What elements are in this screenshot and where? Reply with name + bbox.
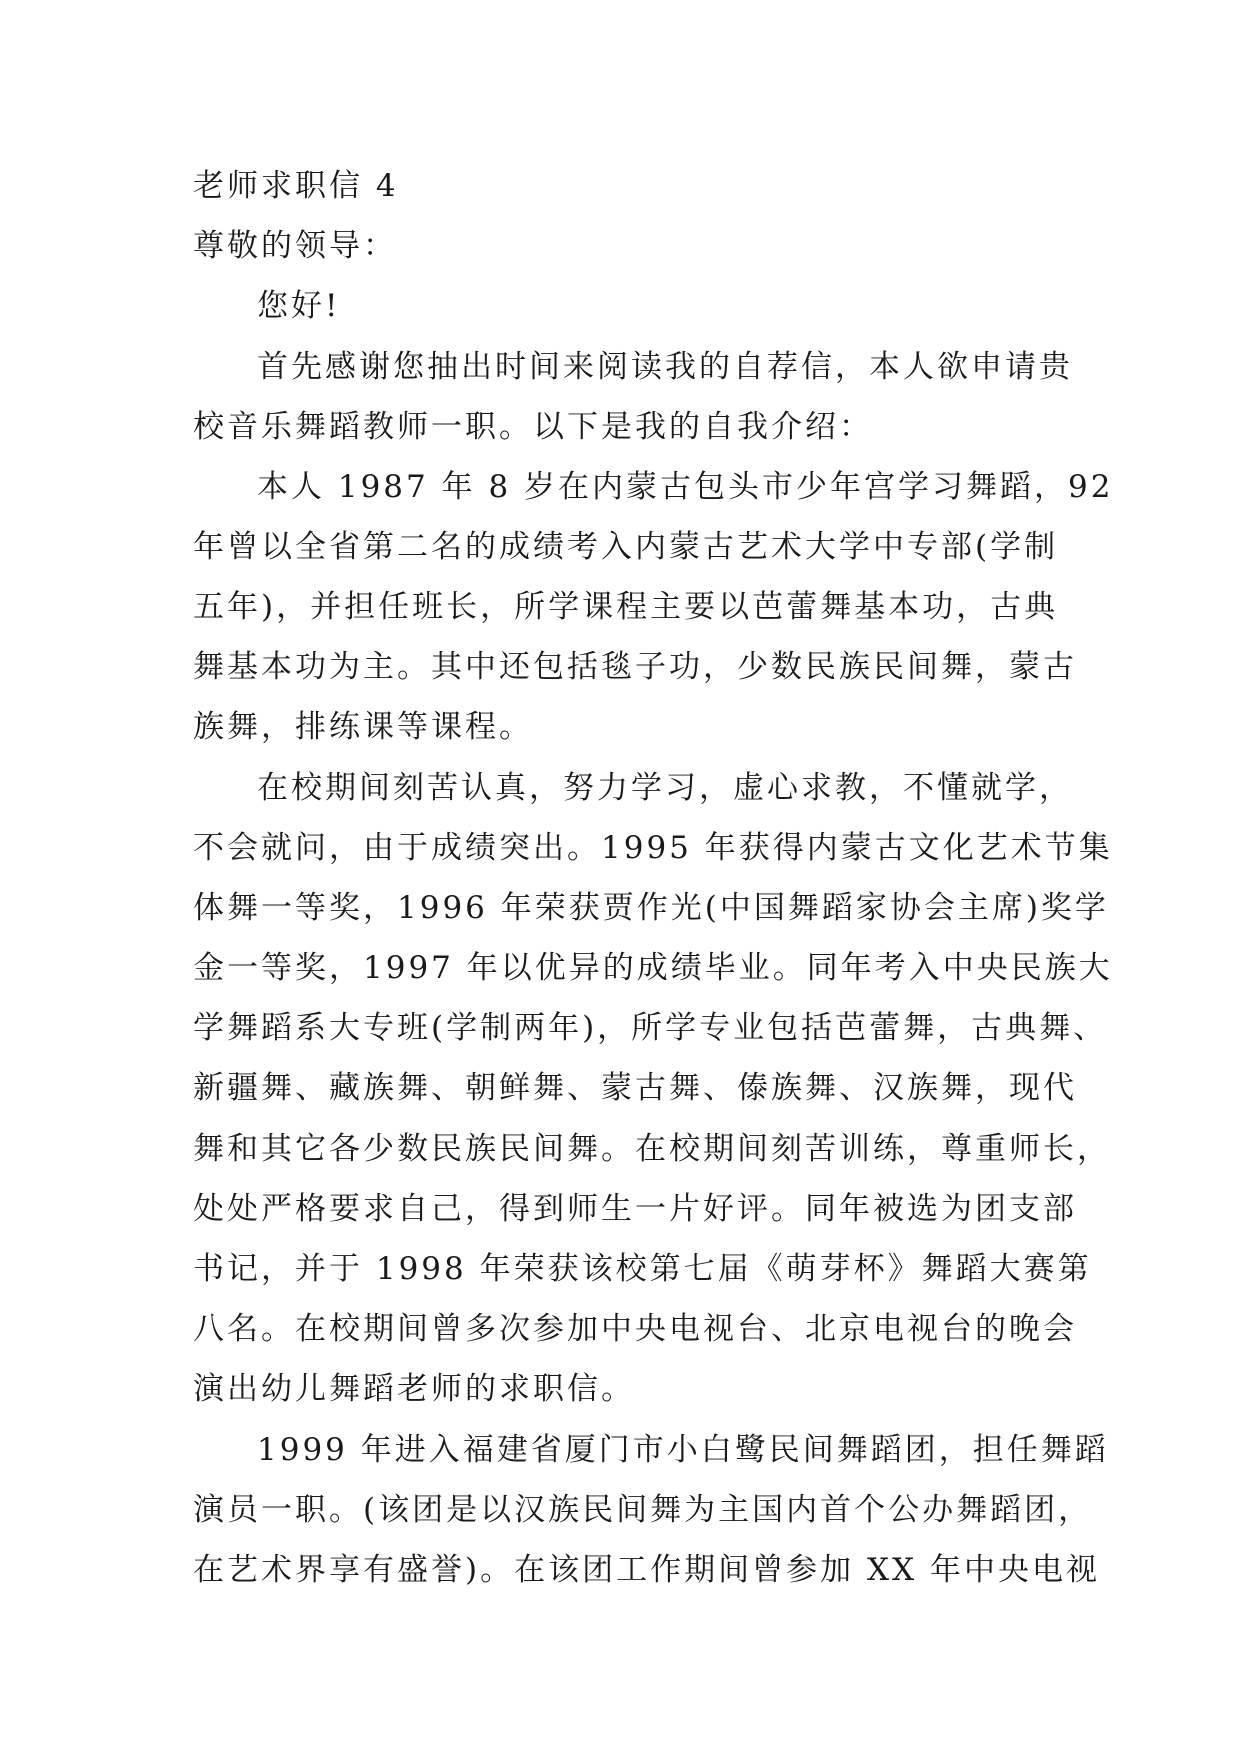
paragraph-line: 族舞，排练课等课程。	[193, 709, 533, 745]
paragraph-line: 新疆舞、藏族舞、朝鲜舞、蒙古舞、傣族舞、汉族舞，现代	[193, 1070, 1077, 1106]
document-title: 老师求职信 4	[193, 168, 399, 204]
paragraph-line: 在艺术界享有盛誉)。在该团工作期间曾参加 XX 年中央电视	[193, 1552, 1100, 1588]
paragraph-line: 舞和其它各少数民族民间舞。在校期间刻苦训练，尊重师长，	[193, 1131, 1111, 1167]
paragraph-line: 首先感谢您抽出时间来阅读我的自荐信，本人欲申请贵	[257, 349, 1073, 385]
paragraph-line: 不会就问，由于成绩突出。1995 年获得内蒙古文化艺术节集	[193, 830, 1113, 866]
paragraph-line: 校音乐舞蹈教师一职。以下是我的自我介绍：	[193, 409, 873, 445]
paragraph-line: 体舞一等奖，1996 年荣获贾作光(中国舞蹈家协会主席)奖学	[193, 890, 1109, 926]
paragraph-line: 五年)，并担任班长，所学课程主要以芭蕾舞基本功，古典	[193, 589, 1059, 625]
paragraph-line: 1999 年进入福建省厦门市小白鹭民间舞蹈团，担任舞蹈	[257, 1432, 1109, 1468]
paragraph-line: 书记，并于 1998 年荣获该校第七届《萌芽杯》舞蹈大赛第	[193, 1251, 1092, 1287]
paragraph-line: 金一等奖，1997 年以优异的成绩毕业。同年考入中央民族大	[193, 950, 1113, 986]
paragraph-line: 在校期间刻苦认真，努力学习，虚心求教，不懂就学，	[257, 770, 1073, 806]
paragraph-line: 演员一职。(该团是以汉族民间舞为主国内首个公办舞蹈团，	[193, 1492, 1093, 1528]
greeting: 您好!	[257, 288, 341, 324]
salutation: 尊敬的领导：	[193, 228, 397, 264]
paragraph-line: 演出幼儿舞蹈老师的求职信。	[193, 1371, 635, 1407]
paragraph-line: 年曾以全省第二名的成绩考入内蒙古艺术大学中专部(学制	[193, 529, 1059, 565]
paragraph-line: 本人 1987 年 8 岁在内蒙古包头市少年宫学习舞蹈，92	[257, 469, 1114, 505]
paragraph-line: 学舞蹈系大专班(学制两年)，所学专业包括芭蕾舞，古典舞、	[193, 1010, 1108, 1046]
paragraph-line: 舞基本功为主。其中还包括毯子功，少数民族民间舞，蒙古	[193, 649, 1077, 685]
paragraph-line: 处处严格要求自己，得到师生一片好评。同年被选为团支部	[193, 1191, 1077, 1227]
paragraph-line: 八名。在校期间曾多次参加中央电视台、北京电视台的晚会	[193, 1311, 1077, 1347]
